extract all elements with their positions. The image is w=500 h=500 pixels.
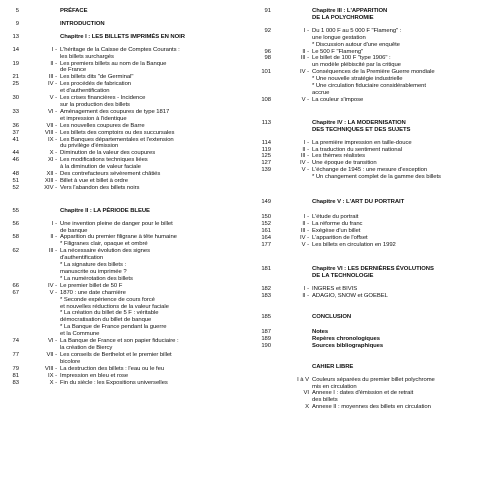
- section-numeral: [274, 120, 312, 134]
- section-numeral: III -: [300, 153, 309, 160]
- page-number: 108: [261, 96, 271, 103]
- entry-title: Diminution de la valeur des coupures: [60, 150, 156, 157]
- entry-title: Exégèse d'un billet: [312, 227, 361, 234]
- toc-section: [0, 8, 248, 15]
- toc-entry: [0, 130, 248, 137]
- section-numeral: VII -: [46, 351, 57, 358]
- page-number: 183: [261, 293, 271, 300]
- toc-entry: [0, 185, 248, 192]
- toc-entry: [0, 178, 248, 185]
- page-number: [252, 404, 274, 411]
- toc-right-column: [252, 0, 500, 411]
- entry-title: Chapitre II : LA PÉRIODE BLEUE: [60, 207, 150, 214]
- toc-entry: [0, 380, 248, 387]
- page-number: 161: [261, 227, 271, 234]
- entry-title: Impression en bleu et rose: [60, 372, 129, 379]
- toc-entry: [252, 293, 500, 300]
- toc-entry: [252, 286, 500, 293]
- section-numeral: VIII -: [44, 365, 57, 372]
- entry-title: Les billets des comptoirs ou des succursales: [60, 129, 175, 136]
- page-number: 74: [12, 338, 19, 345]
- entry-title: Une époque de transition: [312, 160, 377, 167]
- toc-entry: [0, 234, 248, 248]
- entry-title: Chapitre I : LES BILLETS IMPRIMÉS EN NOIR: [60, 33, 185, 40]
- entry-title: Du 1 000 F au 5 000 F "Flameng" : une longue gestation * Discussion autour d'une enquête: [312, 27, 402, 48]
- section-numeral: I -: [303, 213, 309, 220]
- page-number: [252, 364, 274, 371]
- entry-title: Apparition du premier filigrane à tête humaine * Filigranes clair, opaque et ombré: [60, 234, 177, 248]
- entry-title: PRÉFACE: [60, 8, 88, 14]
- page-number: 101: [261, 69, 271, 76]
- section-numeral: XII -: [46, 171, 57, 178]
- page-number: [252, 390, 274, 404]
- toc-section: [0, 21, 248, 28]
- section-numeral: IV -: [48, 81, 57, 88]
- toc-entry: [252, 228, 500, 235]
- section-numeral: [274, 8, 312, 22]
- page-number: 83: [12, 379, 19, 386]
- entry-title: Les billets dits "de Germinal": [60, 74, 134, 81]
- entry-title: 1870 : une date charnière * Seconde expérience de cours forcé et nouvelles réductions de la valeur faciale * La création du billet de 5 F : véritable démocratisation du billet de banque * La Banque de France pendant la guerre et la Commune: [60, 289, 169, 338]
- toc-entry: [252, 160, 500, 167]
- section-numeral: II -: [302, 146, 309, 153]
- entry-title: Les thèmes réalistes: [312, 153, 366, 160]
- page-number: 98: [264, 55, 271, 62]
- section-numeral: [22, 21, 60, 28]
- section-numeral: III -: [300, 55, 309, 62]
- toc-entry: [252, 242, 500, 249]
- section-numeral: V -: [49, 289, 57, 296]
- section-numeral: III -: [48, 74, 57, 81]
- section-numeral: V -: [49, 95, 57, 102]
- section-numeral: IV -: [300, 69, 309, 76]
- toc-entry: [0, 95, 248, 109]
- toc-entry: [0, 171, 248, 178]
- entry-title: Les crises financières - Incidence sur la production des billets: [60, 95, 146, 108]
- page-number: 58: [12, 234, 19, 241]
- page-number: 37: [12, 129, 19, 136]
- page-number: 177: [261, 241, 271, 248]
- page-number: 96: [264, 48, 271, 55]
- toc-list-left: [0, 8, 248, 386]
- toc-entry: [0, 74, 248, 81]
- entry-title: Le 500 F "Flameng": [312, 48, 364, 55]
- section-numeral: [22, 208, 60, 215]
- toc-entry: [0, 366, 248, 373]
- toc-entry: [0, 47, 248, 61]
- toc-entry: [252, 49, 500, 56]
- toc-left-column: [0, 0, 248, 386]
- entry-title: Fin du siècle : les Expositions universelles: [60, 379, 168, 386]
- page-number: 187: [261, 329, 271, 335]
- toc-section: [252, 343, 500, 350]
- toc-entry: [0, 137, 248, 151]
- section-numeral: V -: [301, 167, 309, 174]
- toc-chapter-heading: [252, 199, 500, 206]
- entry-title: Annexe II : moyennes des billets en circulation: [312, 404, 431, 411]
- entry-title: Des contrefacteurs sévèrement châtiés: [60, 171, 161, 178]
- toc-entry: [252, 377, 500, 391]
- section-numeral: VIII -: [44, 129, 57, 136]
- page-number: 139: [261, 167, 271, 174]
- entry-title: Sources bibliographiques: [312, 342, 384, 349]
- section-numeral: [274, 336, 312, 343]
- entry-title: Conséquences de la Première Guerre mondiale * Une nouvelle stratégie industrielle * Une circulation fiduciaire considérablement accrue: [312, 69, 435, 96]
- section-numeral: [22, 34, 60, 41]
- page-number: 114: [261, 139, 271, 146]
- entry-title: Les Banques départementales et l'extension du privilège d'émission: [60, 136, 174, 150]
- page-number: 164: [261, 234, 271, 241]
- section-numeral: [274, 266, 312, 280]
- page-number: 182: [261, 286, 271, 293]
- entry-title: Vers l'abandon des billets noirs: [60, 184, 140, 191]
- entry-title: La destruction des billets : l'eau ou le feu: [60, 365, 165, 372]
- toc-entry: [0, 248, 248, 283]
- section-numeral: XIII -: [44, 177, 57, 184]
- section-numeral: IV -: [300, 234, 309, 241]
- entry-title: Chapitre V : L'ART DU PORTRAIT: [312, 199, 405, 206]
- toc-chapter-heading: [252, 364, 500, 371]
- entry-title: La première impression en taille-douce: [312, 139, 412, 146]
- section-numeral: II -: [302, 293, 309, 300]
- toc-entry: [0, 109, 248, 123]
- toc-entry: [0, 290, 248, 338]
- section-numeral: X -: [49, 379, 57, 386]
- entry-title: La couleur s'impose: [312, 96, 364, 103]
- page-number: 46: [12, 157, 19, 164]
- page-number: 67: [12, 289, 19, 296]
- toc-chapter-heading: [252, 266, 500, 280]
- page-number: 189: [261, 335, 271, 342]
- entry-title: La nécessaire évolution des signes d'authentification * La signature des billets : manuscrite ou imprimée ? * La numérotation des billets: [60, 248, 150, 282]
- page-number: 79: [12, 365, 19, 372]
- page-number: 55: [12, 207, 19, 214]
- entry-title: Une invention pleine de danger pour le billet de banque: [60, 220, 173, 234]
- page-number: 14: [12, 46, 19, 53]
- page-number: 77: [12, 351, 19, 358]
- entry-title: ADAGIO, SNOW et GOEBEL: [312, 293, 388, 300]
- page-number: 13: [12, 33, 19, 40]
- entry-title: CONCLUSION: [312, 314, 352, 321]
- page-number: 56: [12, 220, 19, 227]
- entry-title: Le premier billet de 50 F: [60, 282, 123, 289]
- toc-entry: [252, 221, 500, 228]
- section-numeral: IX -: [48, 372, 57, 379]
- toc-entry: [252, 153, 500, 160]
- page-number: 62: [12, 248, 19, 255]
- section-numeral: [22, 8, 60, 15]
- section-numeral: V -: [301, 241, 309, 248]
- page-number: 48: [12, 171, 19, 178]
- toc-entry: [0, 61, 248, 75]
- section-numeral: II -: [302, 48, 309, 55]
- section-numeral: I -: [303, 286, 309, 293]
- page-number: 113: [261, 119, 271, 126]
- entry-title: La traduction du sentiment national: [312, 146, 402, 153]
- entry-title: Les premiers billets au nom de la Banque de France: [60, 60, 167, 74]
- entry-title: La réforme du franc: [312, 220, 363, 227]
- toc-entry: [0, 81, 248, 95]
- entry-title: Annexe I : dates d'émission et de retrait des billets: [312, 390, 414, 404]
- toc-chapter-heading: [0, 208, 248, 215]
- toc-chapter-heading: [252, 120, 500, 134]
- entry-title: Les nouvelles coupures de Barre: [60, 122, 145, 129]
- section-numeral: [274, 199, 312, 206]
- toc-chapter-heading: [252, 8, 500, 22]
- page-number: 150: [261, 213, 271, 220]
- toc-entry: [252, 147, 500, 154]
- section-numeral: VII -: [46, 122, 57, 129]
- section-numeral: [274, 314, 312, 321]
- page-number: 127: [261, 160, 271, 167]
- entry-title: INTRODUCTION: [60, 20, 105, 27]
- entry-title: Les procédés de fabrication et d'authentification: [60, 81, 132, 95]
- section-numeral: I à V: [297, 376, 309, 383]
- section-numeral: V -: [301, 96, 309, 103]
- section-numeral: IV -: [48, 282, 57, 289]
- entry-title: La Banque de France et son papier fiduciaire : la création de Biercy: [60, 338, 179, 351]
- section-numeral: VI: [303, 390, 309, 397]
- page-number: 5: [15, 8, 19, 14]
- section-numeral: XI -: [48, 157, 57, 164]
- toc-entry: [0, 338, 248, 352]
- toc-entry: [0, 123, 248, 130]
- section-numeral: II -: [302, 220, 309, 227]
- toc-entry: [252, 97, 500, 104]
- toc-entry: [0, 373, 248, 380]
- page-number: [252, 377, 274, 391]
- page-number: 92: [264, 27, 271, 34]
- toc-entry: [0, 352, 248, 366]
- entry-title: L'héritage de la Caisse de Comptes Courants : les billets surchargés: [60, 46, 180, 60]
- section-numeral: VI -: [48, 108, 57, 115]
- toc-entry: [0, 221, 248, 235]
- toc-section: [252, 336, 500, 343]
- entry-title: Les modifications techniques liées à la diminution de valeur faciale: [60, 157, 148, 171]
- entry-title: Les conseils de Berthelot et le premier billet bicolore: [60, 351, 172, 365]
- page-number: 81: [12, 372, 19, 379]
- toc-entry: [252, 28, 500, 49]
- toc-entry: [252, 140, 500, 147]
- entry-title: Les billets en circulation en 1992: [312, 241, 396, 248]
- entry-title: INGRES et BIVIS: [312, 286, 358, 293]
- section-numeral: VI -: [48, 338, 57, 345]
- entry-title: Chapitre IV : LA MODERNISATION DES TECHNIQUES ET DES SUJETS: [312, 119, 411, 133]
- section-numeral: [274, 364, 312, 371]
- entry-title: L'échange de 1945 : une mesure d'exception * Un changement complet de la gamme des billets: [312, 167, 441, 181]
- entry-title: Chapitre III : L'APPARITION DE LA POLYCHROMIE: [312, 8, 388, 21]
- page-number: 51: [12, 177, 19, 184]
- page-number: 52: [12, 184, 19, 191]
- page-number: 181: [261, 266, 271, 273]
- section-numeral: III -: [300, 227, 309, 234]
- toc-section: [252, 329, 500, 336]
- toc-entry: [0, 157, 248, 171]
- page-number: 152: [261, 220, 271, 227]
- section-numeral: X: [305, 404, 309, 411]
- entry-title: Repères chronologiques: [312, 335, 380, 342]
- toc-chapter-heading: [0, 34, 248, 41]
- page-number: 91: [264, 8, 271, 14]
- page-number: 66: [12, 282, 19, 289]
- entry-title: Chapitre VI : LES DERNIÈRES ÉVOLUTIONS DE LA TECHNOLOGIE: [312, 266, 434, 280]
- toc-entry: [252, 55, 500, 69]
- page-number: 21: [12, 74, 19, 81]
- entry-title: CAHIER LIBRE: [312, 363, 354, 370]
- page-number: 125: [261, 153, 271, 160]
- section-numeral: I -: [303, 139, 309, 146]
- section-numeral: X -: [49, 150, 57, 157]
- section-numeral: XIV -: [44, 184, 57, 191]
- section-numeral: [274, 329, 312, 336]
- section-numeral: I -: [51, 220, 57, 227]
- section-numeral: IV -: [300, 160, 309, 167]
- entry-title: Aménagement des coupures de type 1817 et impression à l'identique: [60, 108, 170, 122]
- section-numeral: I -: [303, 27, 309, 34]
- page-number: 185: [261, 314, 271, 321]
- entry-title: Couleurs séparées du premier billet polychrome mis en circulation: [312, 376, 435, 390]
- toc-entry: [0, 283, 248, 290]
- section-numeral: IX -: [48, 136, 57, 143]
- entry-title: Billet à vue et billet à ordre: [60, 177, 128, 184]
- toc-entry: [252, 167, 500, 181]
- toc-list-right: [252, 8, 500, 411]
- section-numeral: II -: [50, 234, 57, 241]
- page-number: 33: [12, 108, 19, 115]
- toc-entry: [252, 69, 500, 97]
- section-numeral: III -: [48, 248, 57, 255]
- toc-entry: [252, 390, 500, 404]
- entry-title: Notes: [312, 329, 329, 335]
- entry-title: L'étude du portrait: [312, 213, 359, 220]
- page-number: 25: [12, 81, 19, 88]
- page-number: 36: [12, 122, 19, 129]
- toc-entry: [252, 235, 500, 242]
- page-number: 44: [12, 150, 19, 157]
- page-number: 190: [261, 342, 271, 349]
- toc-entry: [252, 214, 500, 221]
- page-number: 119: [261, 146, 271, 153]
- page-number: 30: [12, 95, 19, 102]
- toc-entry: [252, 404, 500, 411]
- section-numeral: II -: [50, 60, 57, 67]
- toc-section: [252, 314, 500, 321]
- section-numeral: [274, 343, 312, 350]
- entry-title: Le billet de 100 F "type 1906" : un modèle plébiscité par la critique: [312, 55, 401, 69]
- entry-title: L'apparition de l'offset: [312, 234, 368, 241]
- toc-entry: [0, 150, 248, 157]
- page-number: 149: [261, 199, 271, 206]
- section-numeral: I -: [51, 46, 57, 53]
- page-number: 41: [12, 136, 19, 143]
- page-number: 19: [12, 60, 19, 67]
- page-number: 9: [15, 20, 19, 27]
